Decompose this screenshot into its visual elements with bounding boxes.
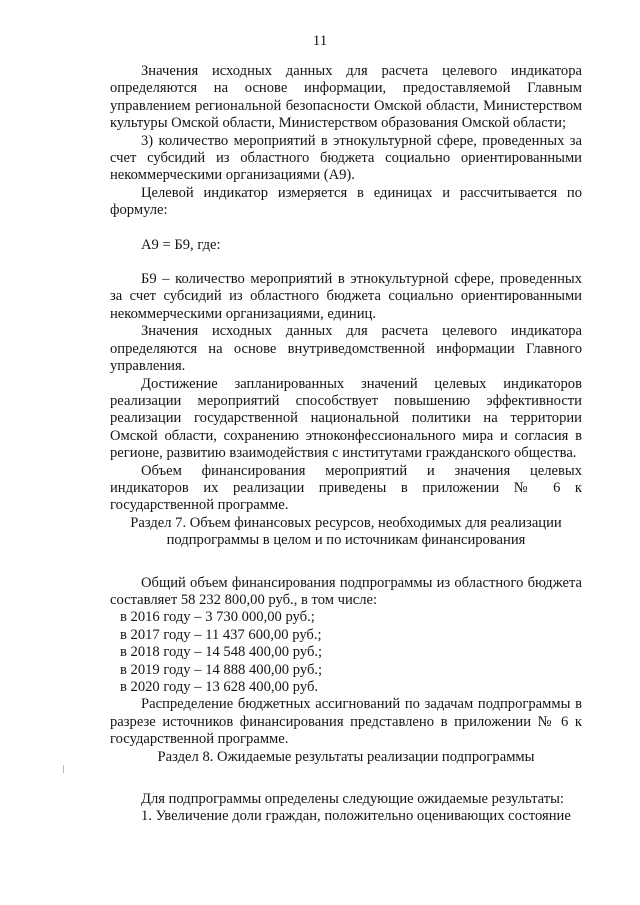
section-7-heading: Раздел 7. Объем финансовых ресурсов, необходимых для реализации подпрограммы в целом и по источникам финансирования — [130, 514, 562, 549]
page-number: 11 — [312, 33, 328, 49]
funding-year-item: в 2016 году – 3 730 000,00 руб.; — [120, 609, 315, 626]
paragraph-achievement: Достижение запланированных значений целевых индикаторов реализации мероприятий способствует повышению эффективности реализации государственной национальной политики на территории Омской области, сохранению этноконфессионального мира и согласия в регионе, развитию взаимодействия с институтами гражданского общества. — [110, 375, 582, 462]
paragraph-expected-results: Для подпрограммы определены следующие ожидаемые результаты: — [141, 791, 564, 808]
section-8-heading: Раздел 8. Ожидаемые результаты реализации подпрограммы — [157, 748, 535, 765]
paragraph-appendix-6: Объем финансирования мероприятий и значения целевых индикаторов их реализации приведены в приложении № 6 к государственной программе. — [110, 462, 582, 514]
document-body — [110, 63, 582, 826]
paragraph-indicator-3: 3) количество мероприятий в этнокультурной сфере, проведенных за счет субсидий из областного бюджета социально ориентированными некоммерческими организациями (А9). — [110, 132, 582, 184]
funding-year-item: в 2017 году – 11 437 600,00 руб.; — [120, 626, 322, 643]
funding-year-item: в 2018 году – 14 548 400,00 руб.; — [120, 644, 323, 661]
paragraph-budget-distribution: Распределение бюджетных ассигнований по задачам подпрограммы в разрезе источников финансирования представлено в приложении № 6 к государственной программе. — [110, 696, 582, 748]
funding-by-year-list — [110, 609, 582, 696]
paragraph-indicator-units: Целевой индикатор измеряется в единицах и рассчитывается по формуле: — [110, 184, 582, 219]
paragraph-data-sources: Значения исходных данных для расчета целевого индикатора определяются на основе информации, предоставляемой Главным управлением региональной безопасности Омской области, Министерством культуры Омской области, Министерством образования Омской области; — [110, 63, 582, 132]
funding-year-item: в 2019 году – 14 888 400,00 руб.; — [120, 661, 323, 678]
paragraph-b9-definition: Б9 – количество мероприятий в этнокультурной сфере, проведенных за счет субсидий из областного бюджета социально ориентированными некоммерческими организациями, единиц. — [110, 271, 582, 322]
formula: А9 = Б9, где: — [141, 236, 221, 253]
funding-year-item: в 2020 году – 13 628 400,00 руб. — [120, 679, 319, 695]
paragraph-total-funding: Общий объем финансирования подпрограммы из областного бюджета составляет 58 232 800,00 руб., в том числе: — [110, 574, 582, 608]
paragraph-internal-sources: Значения исходных данных для расчета целевого индикатора определяются на основе внутриведомственной информации Главного управления. — [110, 323, 582, 375]
margin-mark — [63, 765, 64, 773]
paragraph-result-1: 1. Увеличение доли граждан, положительно оценивающих состояние — [141, 808, 571, 825]
